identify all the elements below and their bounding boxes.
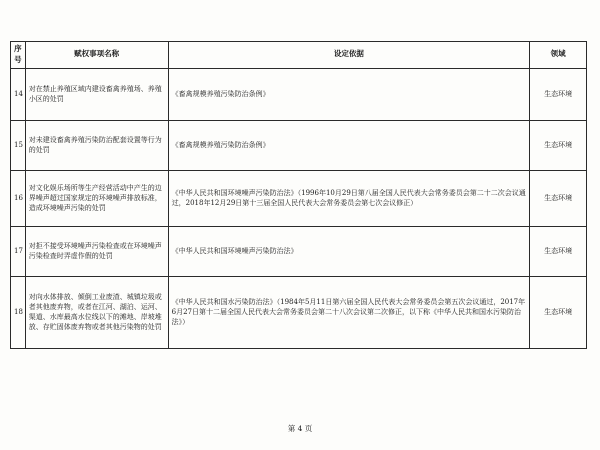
row-name: 对向水体排放、倾倒工业废渣、城镇垃圾或者其他废弃物，或者在江河、湖泊、运河、渠道、水库最高水位线以下的滩地、岸坡堆放、存贮固体废弃物或者其他污染物的处罚: [25, 276, 168, 348]
header-name: 赋权事项名称: [25, 42, 168, 69]
row-basis: 《中华人民共和国环境噪声污染防治法》（1996年10月29日第八届全国人民代表大会常务委员会第二十二次会议通过，2018年12月29日第十三届全国人民代表大会常务委员会第七次会议修正）: [168, 170, 530, 226]
table-header-row: [11, 42, 587, 69]
header-no: 序号: [11, 42, 26, 69]
header-domain: 领域: [530, 42, 587, 69]
row-domain: 生态环境: [530, 120, 587, 170]
row-name: 对拒不接受环境噪声污染检查或在环境噪声污染检查时弄虚作假的处罚: [25, 226, 168, 276]
table-row: [11, 226, 587, 276]
row-basis: 《畜禽规模养殖污染防治条例》: [168, 120, 530, 170]
row-no: 18: [11, 276, 26, 348]
row-no: 15: [11, 120, 26, 170]
table-row: [11, 170, 587, 226]
row-domain: 生态环境: [530, 68, 587, 120]
row-no: 14: [11, 68, 26, 120]
authorization-table: [10, 41, 587, 349]
row-basis: 《中华人民共和国环境噪声污染防治法》: [168, 226, 530, 276]
row-name: 对文化娱乐场所等生产经营活动中产生的边界噪声超过国家规定的环境噪声排放标准，造成环境噪声污染的处罚: [25, 170, 168, 226]
row-domain: 生态环境: [530, 276, 587, 348]
table-row: [11, 68, 587, 120]
row-domain: 生态环境: [530, 226, 587, 276]
row-name: 对在禁止养殖区域内建设畜禽养殖场、养殖小区的处罚: [25, 68, 168, 120]
table-row: [11, 276, 587, 348]
row-basis: 《中华人民共和国水污染防治法》（1984年5月11日第六届全国人民代表大会常务委员会第五次会议通过，2017年6月27日第十二届全国人民代表大会常务委员会第二十八次会议第二次修正，以下称《中华人民共和国水污染防治法》）: [168, 276, 530, 348]
row-name: 对未建设畜禽养殖污染防治配套设置等行为的处罚: [25, 120, 168, 170]
table-row: [11, 120, 587, 170]
row-domain: 生态环境: [530, 170, 587, 226]
header-basis: 设定依据: [168, 42, 530, 69]
row-no: 17: [11, 226, 26, 276]
row-no: 16: [11, 170, 26, 226]
row-basis: 《畜禽规模养殖污染防治条例》: [168, 68, 530, 120]
page-number: 第 4 页: [287, 424, 313, 433]
